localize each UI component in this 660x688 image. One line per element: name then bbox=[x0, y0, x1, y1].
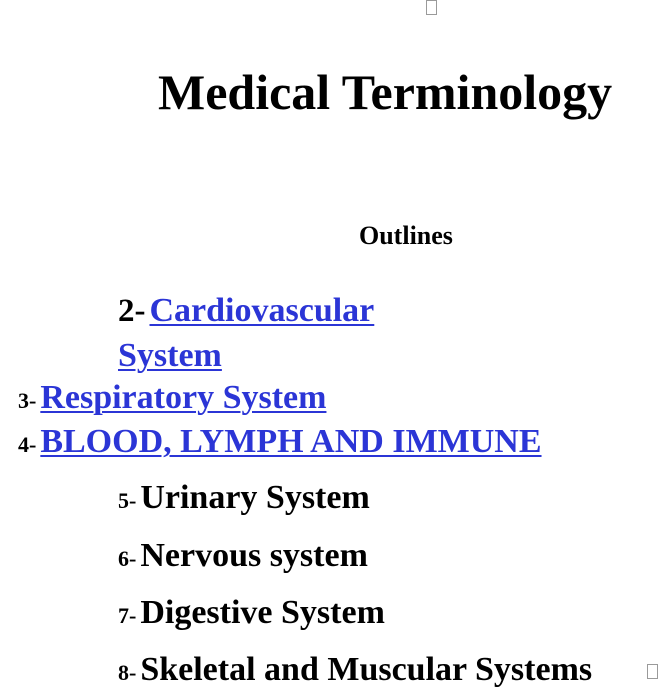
respiratory-link[interactable]: Respiratory System bbox=[40, 379, 327, 416]
outline-item-7 bbox=[118, 596, 385, 630]
item-text: Skeletal and Muscular Systems bbox=[140, 651, 593, 688]
outline-item-6 bbox=[118, 539, 368, 573]
item-text: Nervous system bbox=[140, 537, 368, 574]
blood-lymph-immune-link[interactable]: BLOOD, LYMPH AND IMMUNE bbox=[40, 423, 542, 460]
outline-item-4 bbox=[18, 425, 542, 459]
cardiovascular-link[interactable]: Cardiovascular bbox=[149, 292, 375, 329]
item-number: 4- bbox=[18, 432, 37, 457]
item-number: 6- bbox=[118, 546, 137, 571]
item-number: 8- bbox=[118, 660, 137, 685]
outline-item-8 bbox=[118, 653, 592, 687]
cardiovascular-link-continued[interactable]: System bbox=[118, 337, 222, 374]
missing-glyph-box bbox=[426, 0, 437, 15]
outline-item-3 bbox=[18, 381, 326, 415]
document-title: Medical Terminology bbox=[158, 64, 613, 120]
item-text: Urinary System bbox=[140, 479, 370, 516]
outline-item-2-continued bbox=[118, 339, 222, 373]
missing-glyph-box bbox=[647, 664, 658, 679]
outline-item-2 bbox=[118, 294, 374, 328]
outline-item-5 bbox=[118, 481, 370, 515]
item-number: 7- bbox=[118, 603, 137, 628]
outlines-heading: Outlines bbox=[359, 221, 453, 250]
item-number: 5- bbox=[118, 488, 137, 513]
item-text: Digestive System bbox=[140, 594, 385, 631]
item-number: 2- bbox=[118, 293, 146, 329]
item-number: 3- bbox=[18, 388, 37, 413]
